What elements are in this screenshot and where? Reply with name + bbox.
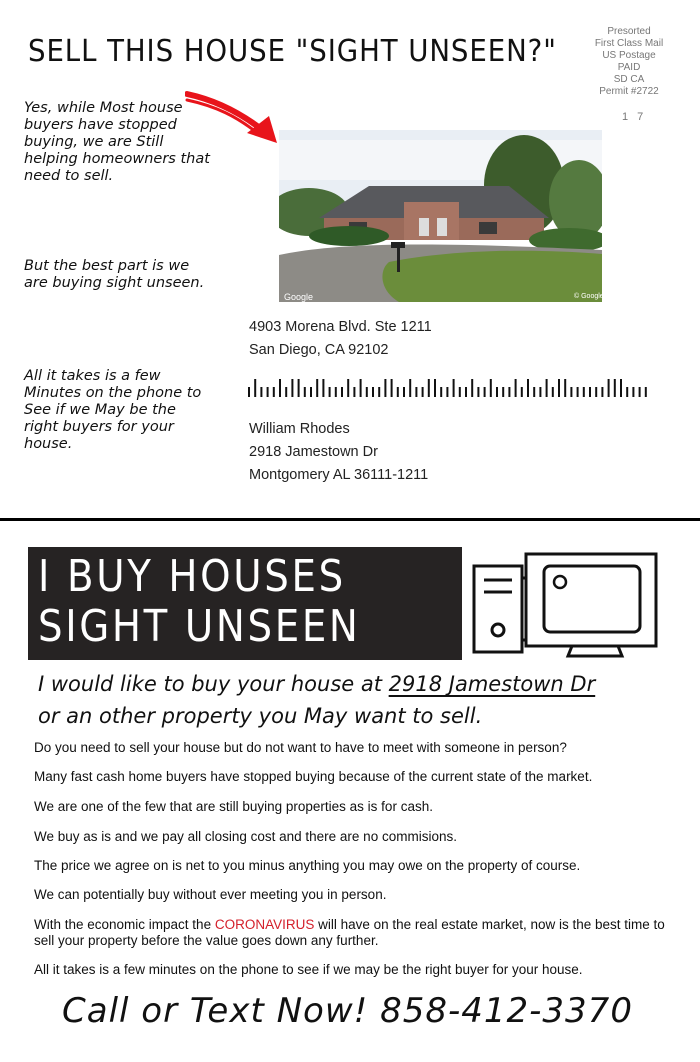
recipient-address	[249, 418, 428, 487]
handwritten-note-2: But the best part is we are buying sight unseen.	[24, 258, 205, 291]
headline: SELL THIS HOUSE "SIGHT UNSEEN?"	[28, 34, 557, 69]
recipient-name: William Rhodes	[249, 421, 350, 437]
address-line: 4903 Morena Blvd. Ste 1211	[249, 319, 432, 335]
coronavirus-paragraph	[34, 917, 674, 949]
body-paragraph: Many fast cash home buyers have stopped buying because of the current state of the market.	[34, 769, 593, 784]
cut-line-divider	[0, 518, 700, 521]
intro-line-2: or an other property you May want to sell.	[38, 704, 483, 728]
recipient-city: Montgomery AL 36111-1211	[249, 467, 429, 483]
coronavirus-highlight: CORONAVIRUS	[214, 917, 315, 932]
red-arrow-icon	[185, 86, 280, 146]
banner-line: SIGHT UNSEEN	[38, 601, 361, 652]
handwritten-note-3: All it takes is a few Minutes on the phone to See if we May be the right buyers for your house.	[24, 368, 202, 452]
sort-code: 1 7	[622, 111, 647, 123]
intro-line-1	[38, 672, 595, 696]
body-paragraph: The price we agree on is net to you minus anything you may owe on the property of course.	[34, 858, 581, 873]
house-photo	[279, 130, 602, 302]
google-logo: Google	[284, 292, 314, 302]
postage-line: First Class Mail	[594, 38, 664, 49]
return-address	[249, 316, 432, 362]
body-paragraph: We buy as is and we pay all closing cost and there are no commisions.	[34, 829, 457, 844]
impact-text: With the economic impact the	[34, 917, 212, 932]
headline-banner	[28, 547, 462, 660]
handwritten-note-1: Yes, while Most house buyers have stopped buying, we are Still helping homeowners that need to sell.	[24, 100, 210, 184]
postage-line: Presorted	[607, 26, 651, 37]
recipient-street: 2918 Jamestown Dr	[249, 444, 378, 460]
postage-line: PAID	[617, 62, 641, 73]
address-line: San Diego, CA 92102	[249, 342, 389, 358]
intro-address: 2918 Jamestown Dr	[388, 672, 596, 696]
closing-paragraph: All it takes is a few minutes on the phone to see if we may be the right buyer for your house.	[34, 962, 583, 977]
intro-prefix: I would like to buy your house at	[38, 672, 382, 696]
banner-line: I BUY HOUSES	[38, 551, 346, 602]
postal-barcode	[248, 377, 658, 399]
computer-icon	[472, 548, 662, 660]
postage-indicia	[586, 26, 672, 98]
postage-line: US Postage	[602, 50, 656, 61]
body-paragraph: We are one of the few that are still buying properties as is for cash.	[34, 799, 433, 814]
call-to-action: Call or Text Now! 858-412-3370	[62, 991, 633, 1031]
postage-line: SD CA	[613, 74, 645, 85]
postage-line: Permit #2722	[599, 86, 659, 97]
photo-copyright: © Google	[574, 293, 604, 300]
body-paragraph: Do you need to sell your house but do not want to have to meet with someone in person?	[34, 740, 567, 755]
impact-text: will have on the real estate market, now is the best time to sell your property before the value goes down any further.	[34, 917, 665, 948]
body-paragraph: We can potentially buy without ever meeting you in person.	[34, 887, 387, 902]
